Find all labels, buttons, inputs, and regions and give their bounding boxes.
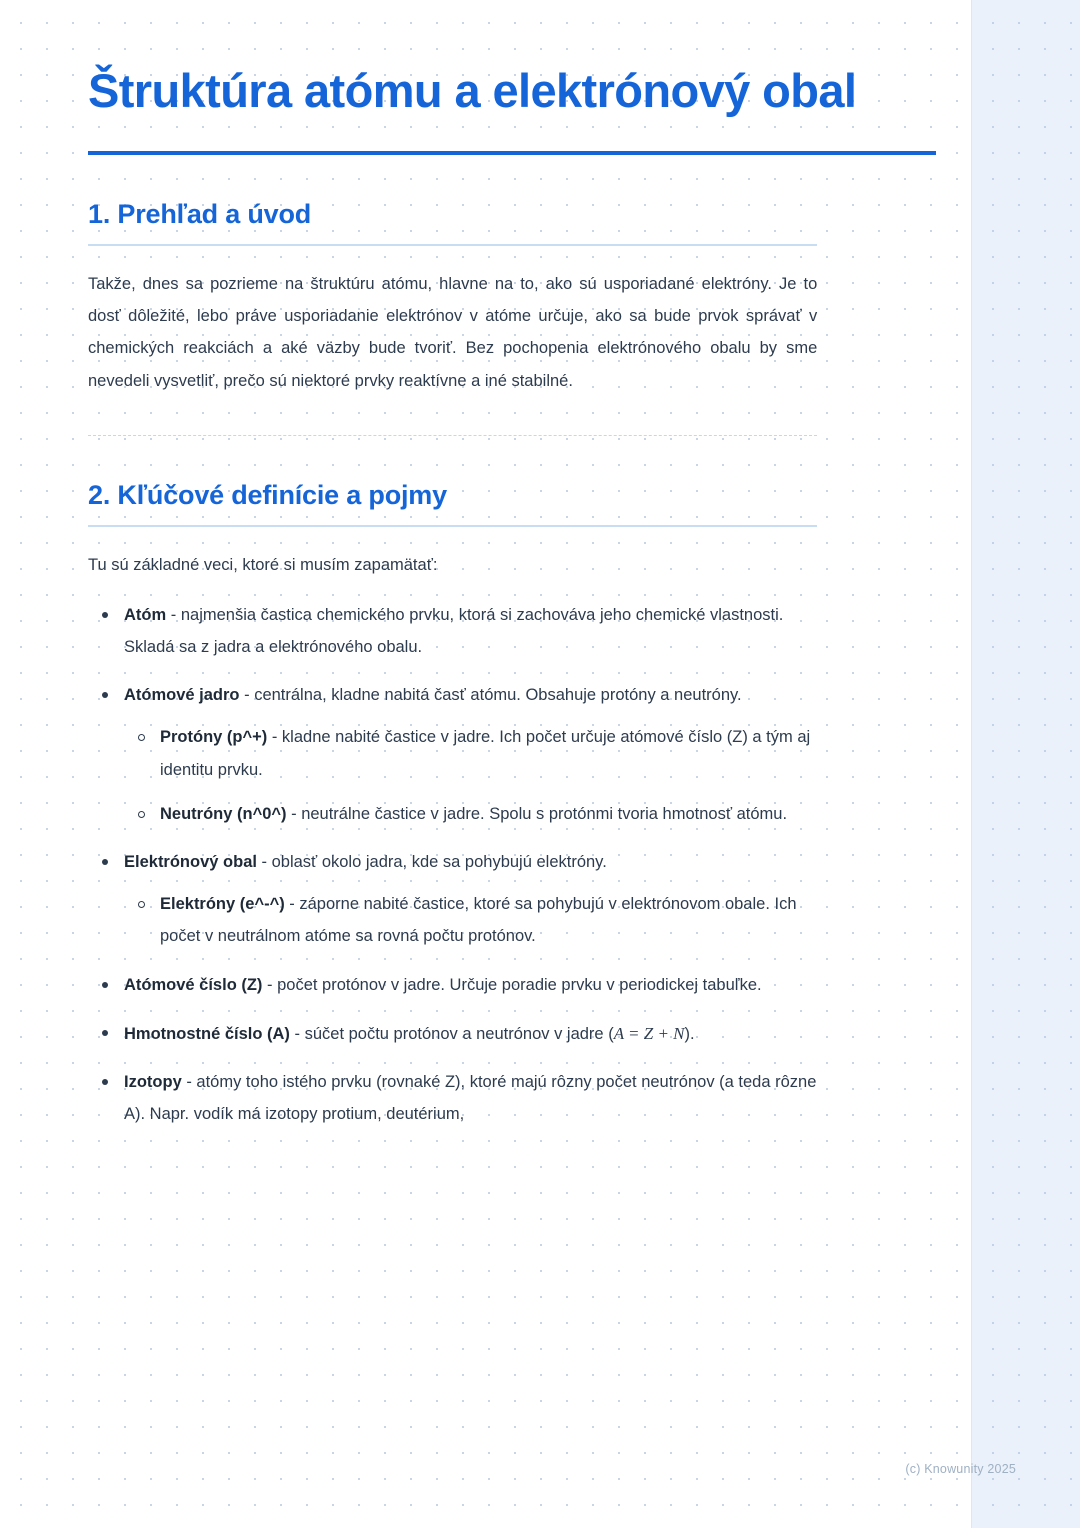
term-description: - oblasť okolo jadra, kde sa pohybujú elektróny.	[256, 852, 607, 871]
sub-list	[124, 721, 836, 830]
term-description: - najmenšia častica chemického prvku, ktorá si zachováva jeho chemické vlastnosti. Skladá sa z jadra a elektrónového obalu.	[124, 605, 784, 657]
term-description-after: ).	[684, 1024, 695, 1043]
list-item	[88, 846, 836, 953]
term-label: Elektróny (e^-^)	[160, 895, 285, 914]
list-item	[88, 679, 836, 830]
term-description: - neutrálne častice v jadre. Spolu s protónmi tvoria hmotnosť atómu.	[286, 804, 788, 823]
section-heading-divider	[88, 525, 817, 527]
copyright-watermark: (c) Knowunity 2025	[905, 1462, 1016, 1476]
term-description: - záporne nabité častice, ktoré sa pohybujú v elektrónovom obale. Ich počet v neutrálnom atóme sa rovná počtu protónov.	[160, 895, 797, 946]
page-title: Štruktúra atómu a elektrónový obal	[88, 64, 857, 117]
formula: A = Z + N	[613, 1023, 685, 1043]
term-label: Neutróny (n^0^)	[160, 804, 287, 823]
term-label: Atómové jadro	[124, 686, 240, 705]
sub-list	[124, 888, 836, 952]
list-item	[88, 1066, 836, 1130]
list-item	[88, 969, 836, 1001]
section-heading-1: 1. Prehľad a úvod	[88, 199, 312, 230]
section-overview	[88, 199, 936, 436]
term-label: Protóny (p^+)	[160, 728, 268, 747]
section-heading-divider	[88, 244, 817, 246]
term-description: - atómy toho istého prvku (rovnaké Z), ktoré majú rôzny počet neutrónov (a teda rôzne A). Napr. vodík má izotopy protium, deutérium,	[124, 1072, 817, 1124]
list-item	[124, 721, 836, 785]
section-definitions	[88, 480, 936, 1130]
section-separator	[88, 435, 817, 436]
list-item	[88, 1017, 836, 1050]
title-divider	[88, 151, 936, 155]
section-heading-2: 2. Kľúčové definície a pojmy	[88, 479, 447, 510]
section-1-paragraph: Takže, dnes sa pozrieme na štruktúru atómu, hlavne na to, ako sú usporiadané elektróny. Je to dosť dôležité, lebo práve usporiadanie elektrónov v atóme určuje, ako sa bude prvok správať v chemických reakciách a aké väzby bude tvoriť. Bez pochopenia elektrónového obalu by sme nevedeli vysvetliť, prečo sú niektoré prvky reaktívne a iné stabilné.	[88, 275, 818, 390]
term-description: - centrálna, kladne nabitá časť atómu. Obsahuje protóny a neutróny.	[239, 686, 742, 705]
list-item	[88, 599, 836, 663]
section-2-intro: Tu sú základné veci, ktoré si musím zapamätať:	[88, 555, 438, 574]
term-label: Atómové číslo (Z)	[124, 975, 263, 994]
term-label: Elektrónový obal	[124, 852, 257, 871]
term-label: Izotopy	[124, 1072, 182, 1091]
document-content	[88, 60, 936, 1146]
definitions-list	[88, 599, 936, 1130]
term-description: - súčet počtu protónov a neutrónov v jadre (	[289, 1024, 614, 1043]
term-label: Atóm	[124, 605, 167, 624]
list-item	[124, 888, 836, 952]
term-description: - počet protónov v jadre. Určuje poradie prvku v periodickej tabuľke.	[262, 975, 762, 994]
term-description: - kladne nabité častice v jadre. Ich počet určuje atómové číslo (Z) a tým aj identitu prvku.	[160, 728, 811, 779]
term-label: Hmotnostné číslo (A)	[124, 1024, 290, 1043]
list-item	[124, 798, 836, 830]
page-right-margin-strip	[971, 0, 1080, 1528]
